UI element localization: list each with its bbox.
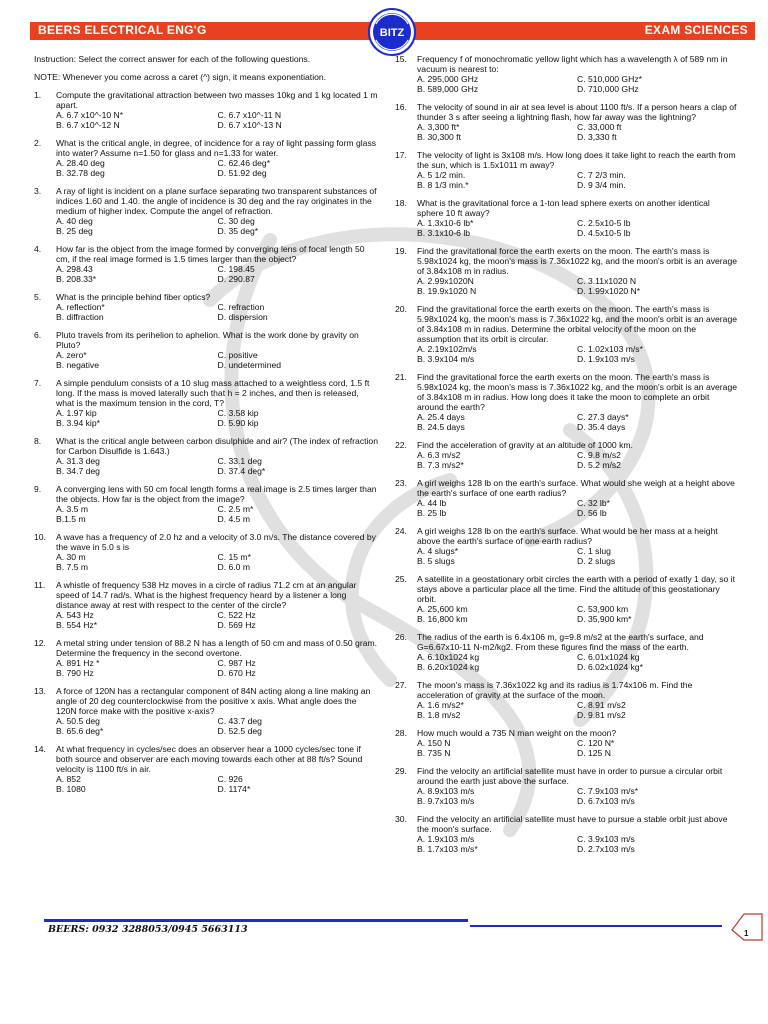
question-text: Find the acceleration of gravity at an altitude of 1000 km.	[417, 440, 633, 450]
question-item	[34, 436, 379, 476]
question-text: Find the velocity an artificial satellite must have to pursue a stable orbit just above the moon's surface.	[417, 814, 728, 834]
question-number: 16.	[395, 102, 407, 112]
answer-option-d: D. 670 Hz	[217, 668, 256, 678]
answer-option-d: D. 6.0 m	[217, 562, 250, 572]
question-number: 26.	[395, 632, 407, 642]
question-number: 29.	[395, 766, 407, 776]
question-text: A girl weighs 128 lb on the earth's surface. What would she weigh at a height above the earth's surface of one earth radius?	[417, 478, 735, 498]
question-body	[56, 686, 379, 736]
question-body	[417, 632, 737, 672]
answer-option-a: A. 2.19x102m/s	[417, 344, 477, 354]
question-body	[417, 372, 737, 432]
answer-option-a: A. 28.40 deg	[56, 158, 105, 168]
question-text: Pluto travels from its perihelion to aphelion. What is the work done by gravity on Pluto?	[56, 330, 359, 350]
question-number: 19.	[395, 246, 407, 256]
question-text: The radius of the earth is 6.4x106 m, g=9.8 m/s2 at the earth's surface, and G=6.67x10-11 N-m2/kg2. From these figures find the mass of the earth.	[417, 632, 704, 652]
question-number: 7.	[34, 378, 42, 388]
answer-option-c: C. 3.11x1020 N	[577, 276, 637, 286]
answer-option-c: C. 522 Hz	[217, 610, 256, 620]
answer-option-d: D. 9.81 m/s2	[577, 710, 626, 720]
question-text: A force of 120N has a rectangular component of 84N acting along a line making an angle of 20 deg counterclockwise from the positive x axis. What angle does the 120N force make with the positive x-axis?	[56, 686, 371, 716]
question-item	[395, 198, 737, 238]
answer-option-b: B. 3.1x10-6 lb	[417, 228, 471, 238]
question-number: 15.	[395, 54, 407, 64]
question-item	[395, 766, 737, 806]
question-number: 27.	[395, 680, 407, 690]
question-item	[395, 814, 737, 854]
question-body	[56, 138, 379, 178]
question-number: 12.	[34, 638, 46, 648]
question-body	[56, 90, 379, 130]
answer-option-a: A. 4 slugs*	[417, 546, 459, 556]
answer-option-b: B. 16,800 km	[417, 614, 468, 624]
answer-option-b: B. 6.7 x10^-12 N	[56, 120, 120, 130]
right-question-list	[395, 54, 737, 854]
answer-option-c: C. 2.5 m*	[217, 504, 254, 514]
question-text: What is the critical angle between carbon disulphide and air? (The index of refraction for Carbon Disulfide is 1.643.)	[56, 436, 378, 456]
question-text: Find the gravitational force the earth exerts on the moon. The earth's mass is 5.98x1024 kg, the moon's mass is 7.36x1022 kg, and the moon's orbit is an average of 3.84x108 m in radius. How long does it take the moon to complete an orbit around the earth?	[417, 372, 738, 412]
answer-option-a: A. 295,000 GHz	[417, 74, 479, 84]
answer-option-c: C. 3.58 kip	[217, 408, 259, 418]
answer-option-b: B. 7.3 m/s2*	[417, 460, 464, 470]
question-item	[395, 54, 737, 94]
right-column	[395, 54, 737, 862]
question-number: 18.	[395, 198, 407, 208]
question-item	[395, 526, 737, 566]
answer-option-d: D. 4.5 m	[217, 514, 250, 524]
answer-options	[56, 774, 379, 794]
question-body	[417, 574, 737, 624]
question-number: 1.	[34, 90, 42, 100]
answer-options	[417, 344, 737, 364]
answer-option-b: B. 25 deg	[56, 226, 93, 236]
question-item	[395, 440, 737, 470]
answer-option-b: B. 1080	[56, 784, 86, 794]
question-body	[417, 304, 737, 364]
question-item	[395, 304, 737, 364]
question-item	[34, 744, 379, 794]
question-number: 11.	[34, 580, 46, 590]
question-number: 25.	[395, 574, 407, 584]
answer-option-b: B. 208.33*	[56, 274, 97, 284]
answer-option-c: C. 53,900 km	[577, 604, 629, 614]
answer-option-b: B. 1.8 m/s2	[417, 710, 461, 720]
bitz-logo	[368, 8, 416, 56]
answer-option-c: C. 7.9x103 m/s*	[577, 786, 639, 796]
answer-options	[56, 716, 379, 736]
question-item	[395, 574, 737, 624]
answer-options	[56, 264, 379, 284]
question-item	[34, 484, 379, 524]
answer-option-a: A. 31.3 deg	[56, 456, 100, 466]
answer-options	[56, 456, 379, 476]
answer-option-c: C. 6.7 x10^-11 N	[217, 110, 282, 120]
question-text: The velocity of light is 3x108 m/s. How long does it take light to reach the earth from the sun, which is 1.5x1011 m away?	[417, 150, 736, 170]
answer-option-b: B. 790 Hz	[56, 668, 94, 678]
answer-options	[417, 834, 737, 854]
question-text: What is the gravitational force a 1-ton lead sphere exerts on another identical sphere 10 ft away?	[417, 198, 710, 218]
answer-option-b: B. 3.94 kip*	[56, 418, 100, 428]
left-question-list	[34, 90, 379, 794]
answer-option-a: A. 6.7 x10^-10 N*	[56, 110, 124, 120]
question-text: A simple pendulum consists of a 10 slug mass attached to a weightless cord, 1.5 ft long. If the mass is moved laterally such that h = 2 inches, and then is released, what is the maximum tension in the cord, T?	[56, 378, 370, 408]
question-number: 5.	[34, 292, 42, 302]
answer-option-d: D. 6.7x103 m/s	[577, 796, 635, 806]
answer-option-a: A. 3.5 m	[56, 504, 88, 514]
question-body	[417, 102, 737, 142]
answer-option-d: D. 710,000 GHz	[577, 84, 639, 94]
question-body	[417, 150, 737, 190]
answer-option-c: C. 33,000 ft	[577, 122, 622, 132]
answer-option-d: D. 3,330 ft	[577, 132, 617, 142]
question-item	[34, 90, 379, 130]
answer-option-d: D. 37.4 deg*	[217, 466, 266, 476]
question-number: 14.	[34, 744, 46, 754]
answer-option-d: D. 35 deg*	[217, 226, 259, 236]
question-body	[56, 484, 379, 524]
answer-option-a: A. 25,600 km	[417, 604, 468, 614]
answer-option-c: C. refraction	[217, 302, 265, 312]
answer-options	[417, 122, 737, 142]
answer-options	[56, 658, 379, 678]
instruction-text: Instruction: Select the correct answer for each of the following questions.	[34, 54, 311, 64]
answer-options	[56, 302, 379, 322]
question-number: 2.	[34, 138, 42, 148]
answer-option-a: A. 1.6 m/s2*	[417, 700, 464, 710]
answer-option-d: D. 1.99x1020 N*	[577, 286, 641, 296]
answer-option-a: A. 30 m	[56, 552, 86, 562]
answer-option-b: B. 3.9x104 m/s	[417, 354, 475, 364]
answer-options	[417, 170, 737, 190]
answer-options	[56, 552, 379, 572]
answer-option-a: A. 44 lb	[417, 498, 447, 508]
question-number: 28.	[395, 728, 407, 738]
answer-options	[56, 216, 379, 236]
footer-contact: BEERS: 0932 3288053/0945 5663113	[48, 924, 248, 935]
question-body	[417, 198, 737, 238]
answer-option-c: C. 15 m*	[217, 552, 251, 562]
answer-option-d: D. 4.5x10-5 lb	[577, 228, 631, 238]
answer-option-c: C. 8.91 m/s2	[577, 700, 626, 710]
question-text: A wave has a frequency of 2.0 hz and a velocity of 3.0 m/s. The distance covered by the wave in 5.0 s is	[56, 532, 376, 552]
answer-option-b: B. 24.5 days	[417, 422, 465, 432]
question-item	[34, 292, 379, 322]
question-item	[395, 150, 737, 190]
question-item	[395, 102, 737, 142]
question-number: 20.	[395, 304, 407, 314]
question-item	[395, 680, 737, 720]
question-body	[417, 54, 737, 94]
answer-option-b: B. 19.9x1020 N	[417, 286, 477, 296]
answer-option-b: B. 7.5 m	[56, 562, 88, 572]
question-item	[34, 378, 379, 428]
header-right-title: EXAM SCIENCES	[644, 23, 748, 37]
question-number: 6.	[34, 330, 42, 340]
answer-options	[417, 74, 737, 94]
answer-option-b: B. 554 Hz*	[56, 620, 98, 630]
answer-option-b: B. 8 1/3 min.*	[417, 180, 469, 190]
answer-option-b: B. 30,300 ft	[417, 132, 461, 142]
answer-option-b: B. 6.20x1024 kg	[417, 662, 480, 672]
answer-option-c: C. 3.9x103 m/s	[577, 834, 635, 844]
answer-option-c: C. 62.46 deg*	[217, 158, 271, 168]
answer-options	[417, 546, 737, 566]
answer-options	[417, 700, 737, 720]
question-text: Find the gravitational force the earth exerts on the moon. The earth's mass is 5.98x1024 kg, the moon's mass is 7.36x1022 kg, and the moon's orbit is an average of 3.84x108 m in radius.	[417, 246, 738, 276]
answer-options	[417, 218, 737, 238]
question-body	[56, 532, 379, 572]
answer-option-d: D. 5.2 m/s2	[577, 460, 621, 470]
answer-options	[56, 110, 379, 130]
answer-option-d: D. 290.87	[217, 274, 255, 284]
answer-options	[417, 604, 737, 624]
footer-rule	[44, 919, 468, 922]
answer-option-d: D. 51.92 deg	[217, 168, 267, 178]
answer-option-a: A. 8.9x103 m/s	[417, 786, 475, 796]
answer-option-a: A. 852	[56, 774, 81, 784]
answer-option-a: A. 25.4 days	[417, 412, 465, 422]
answer-option-c: C. 30 deg	[217, 216, 255, 226]
question-text: How much would a 735 N man weight on the moon?	[417, 728, 617, 738]
question-body	[56, 638, 379, 678]
question-number: 4.	[34, 244, 42, 254]
question-text: Find the velocity an artificial satellite must have in order to pursue a circular orbit around the earth just above the surface.	[417, 766, 723, 786]
question-number: 23.	[395, 478, 407, 488]
answer-option-c: C. 926	[217, 774, 243, 784]
answer-option-b: B. 589,000 GHz	[417, 84, 479, 94]
answer-option-a: A. 3,300 ft*	[417, 122, 460, 132]
answer-option-b: B. 5 slugs	[417, 556, 455, 566]
answer-option-d: D. 6.7 x10^-13 N	[217, 120, 282, 130]
answer-options	[56, 158, 379, 178]
question-body	[56, 292, 379, 322]
question-number: 21.	[395, 372, 407, 382]
question-number: 8.	[34, 436, 42, 446]
answer-option-d: D. dispersion	[217, 312, 268, 322]
question-item	[395, 478, 737, 518]
answer-option-d: D. undetermined	[217, 360, 282, 370]
question-item	[34, 186, 379, 236]
answer-option-a: A. 1.97 kip	[56, 408, 97, 418]
footer-rule-right	[470, 925, 722, 927]
answer-option-a: A. reflection*	[56, 302, 105, 312]
answer-option-c: C. 32 lb*	[577, 498, 610, 508]
question-text: What is the critical angle, in degree, of incidence for a ray of light passing form glass into water? Assume n=1.50 for glass and n=1.33 for water.	[56, 138, 377, 158]
answer-option-c: C. 1 slug	[577, 546, 611, 556]
left-column	[34, 54, 379, 802]
answer-option-d: D. 9 3/4 min.	[577, 180, 626, 190]
question-item	[395, 372, 737, 432]
question-number: 10.	[34, 532, 46, 542]
answer-option-d: D. 569 Hz	[217, 620, 256, 630]
answer-option-a: A. 6.3 m/s2	[417, 450, 461, 460]
page-number: 1	[744, 929, 749, 938]
answer-option-a: A. zero*	[56, 350, 87, 360]
answer-option-c: C. 1.02x103 m/s*	[577, 344, 643, 354]
answer-option-b: B. 25 lb	[417, 508, 447, 518]
question-number: 9.	[34, 484, 42, 494]
answer-option-b: B. 9.7x103 m/s	[417, 796, 475, 806]
answer-option-a: A. 5 1/2 min.	[417, 170, 466, 180]
question-text: The moon's mass is 7.36x1022 kg and its radius is 1.74x106 m. Find the acceleration of gravity at the surface of the moon.	[417, 680, 693, 700]
answer-options	[417, 786, 737, 806]
logo-text: BITZ	[379, 27, 405, 39]
question-number: 17.	[395, 150, 407, 160]
question-body	[56, 436, 379, 476]
answer-option-d: D. 1.9x103 m/s	[577, 354, 635, 364]
answer-option-a: A. 40 deg	[56, 216, 93, 226]
question-body	[56, 744, 379, 794]
answer-options	[56, 408, 379, 428]
answer-option-c: C. 43.7 deg	[217, 716, 262, 726]
answer-option-a: A. 6.10x1024 kg	[417, 652, 480, 662]
answer-option-d: D. 5.90 kip	[217, 418, 259, 428]
question-item	[34, 330, 379, 370]
question-body	[417, 766, 737, 806]
question-item	[34, 580, 379, 630]
question-item	[395, 632, 737, 672]
answer-option-c: C. 27.3 days*	[577, 412, 629, 422]
answer-option-c: C. 9.8 m/s2	[577, 450, 621, 460]
answer-options	[417, 738, 737, 758]
question-body	[417, 526, 737, 566]
answer-option-d: D. 35,900 km*	[577, 614, 632, 624]
question-text: A metal string under tension of 88.2 N has a length of 50 cm and mass of 0.50 gram. Determine the frequency in the second overtone.	[56, 638, 378, 658]
answer-option-d: D. 56 lb	[577, 508, 607, 518]
question-item	[395, 728, 737, 758]
answer-options	[56, 610, 379, 630]
answer-option-d: D. 6.02x1024 kg*	[577, 662, 643, 672]
question-item	[34, 138, 379, 178]
question-number: 3.	[34, 186, 42, 196]
question-item	[34, 686, 379, 736]
answer-option-d: D. 2.7x103 m/s	[577, 844, 635, 854]
question-text: A ray of light is incident on a plane surface separating two transparent substances of indices 1.60 and 1.40. the angle of incidence is 30 deg and the ray originates in the medium of higher index. Compute the angel of refraction.	[56, 186, 377, 216]
question-body	[417, 814, 737, 854]
answer-option-a: A. 1.3x10-6 lb*	[417, 218, 474, 228]
answer-option-a: A. 298.43	[56, 264, 93, 274]
answer-option-d: D. 1174*	[217, 784, 251, 794]
answer-option-b: B. 735 N	[417, 748, 451, 758]
answer-options	[56, 350, 379, 370]
header-left-title: BEERS ELECTRICAL ENG'G	[38, 23, 207, 37]
question-number: 24.	[395, 526, 407, 536]
answer-option-c: C. 120 N*	[577, 738, 615, 748]
question-item	[34, 638, 379, 678]
answer-option-c: C. 33.1 deg	[217, 456, 262, 466]
answer-option-b: B. negative	[56, 360, 99, 370]
answer-option-a: A. 50.5 deg	[56, 716, 100, 726]
question-number: 13.	[34, 686, 46, 696]
answer-options	[417, 450, 737, 470]
note-text: NOTE: Whenever you come across a caret (^) sign, it means exponentiation.	[34, 72, 327, 82]
answer-option-b: B. diffraction	[56, 312, 104, 322]
answer-options	[417, 412, 737, 432]
answer-options	[417, 276, 737, 296]
question-text: A converging lens with 50 cm focal length forms a real image is 2.5 times larger than the objects. How far is the object from the image?	[56, 484, 377, 504]
answer-option-a: A. 543 Hz	[56, 610, 94, 620]
question-item	[395, 246, 737, 296]
answer-option-a: A. 1.9x103 m/s	[417, 834, 475, 844]
question-body	[56, 330, 379, 370]
question-text: At what frequency in cycles/sec does an observer hear a 1000 cycles/sec tone if both source and observer are each moving towards each other at 88 ft/s? Sound velocity is 1100 ft/s in air.	[56, 744, 363, 774]
answer-option-b: B. 34.7 deg	[56, 466, 100, 476]
answer-option-c: C. 7 2/3 min.	[577, 170, 626, 180]
question-text: What is the principle behind fiber optics?	[56, 292, 211, 302]
answer-option-d: D. 2 slugs	[577, 556, 616, 566]
question-body	[56, 186, 379, 236]
answer-option-b: B. 65.6 deg*	[56, 726, 104, 736]
answer-options	[417, 652, 737, 672]
answer-option-c: C. positive	[217, 350, 258, 360]
answer-option-c: C. 198.45	[217, 264, 255, 274]
question-body	[417, 680, 737, 720]
question-text: The velocity of sound in air at sea level is about 1100 ft/s. If a person hears a clap of thunder 3 s after seeing a lightning flash, how far away was the lightning?	[417, 102, 737, 122]
question-text: A whistle of frequency 538 Hz moves in a circle of radius 71.2 cm at an angular speed of 14.7 rad/s. What is the highest frequency heard by a listener a long distance away at rest with respect to the center of the circle?	[56, 580, 357, 610]
question-body	[56, 378, 379, 428]
question-item	[34, 244, 379, 284]
question-number: 30.	[395, 814, 407, 824]
question-text: Frequency f of monochromatic yellow light which has a wavelength λ of 589 nm in vacuum is nearest to:	[417, 54, 728, 74]
answer-option-c: C. 6.01x1024 kg	[577, 652, 640, 662]
question-body	[56, 580, 379, 630]
answer-option-c: C. 510,000 GHz*	[577, 74, 642, 84]
question-body	[417, 440, 737, 470]
question-text: A satellite in a geostationary orbit circles the earth with a period of exatly 1 day, so it stays above a particular place all the time. Find the altitude of this geostationary orbit.	[417, 574, 735, 604]
question-text: Compute the gravitational attraction between two masses 10kg and 1 kg located 1 m apart.	[56, 90, 378, 110]
answer-option-c: C. 987 Hz	[217, 658, 256, 668]
answer-option-d: D. 125 N	[577, 748, 611, 758]
answer-options	[56, 504, 379, 524]
answer-option-c: C. 2.5x10-5 lb	[577, 218, 631, 228]
page-number-badge	[730, 910, 764, 944]
question-text: Find the gravitational force the earth exerts on the moon. The earth's mass is 5.98x1024 kg, the moon's mass is 7.36x1022 kg, and the moon's orbit is an average of 3.84x108 m in radius. Determine the orbital velocity of the moon on the assumption that its orbit is circular.	[417, 304, 738, 344]
answer-option-b: B. 32.78 deg	[56, 168, 105, 178]
answer-option-b: B. 1.7x103 m/s*	[417, 844, 478, 854]
answer-option-d: D. 35.4 days	[577, 422, 626, 432]
answer-option-a: A. 2.99x1020N	[417, 276, 474, 286]
question-body	[417, 246, 737, 296]
answer-option-a: A. 150 N	[417, 738, 451, 748]
answer-option-b: B.1.5 m	[56, 514, 86, 524]
question-body	[417, 478, 737, 518]
question-text: A girl weighs 128 lb on the earth's surface. What would be her mass at a height above the earth's surface of one earth radius?	[417, 526, 718, 546]
question-body	[417, 728, 737, 758]
answer-option-d: D. 52.5 deg	[217, 726, 262, 736]
question-number: 22.	[395, 440, 407, 450]
question-item	[34, 532, 379, 572]
question-text: How far is the object from the image formed by converging lens of focal length 50 cm, if the real image formed is 1.5 times larger than the object?	[56, 244, 365, 264]
answer-options	[417, 498, 737, 518]
answer-option-a: A. 891 Hz *	[56, 658, 100, 668]
question-body	[56, 244, 379, 284]
